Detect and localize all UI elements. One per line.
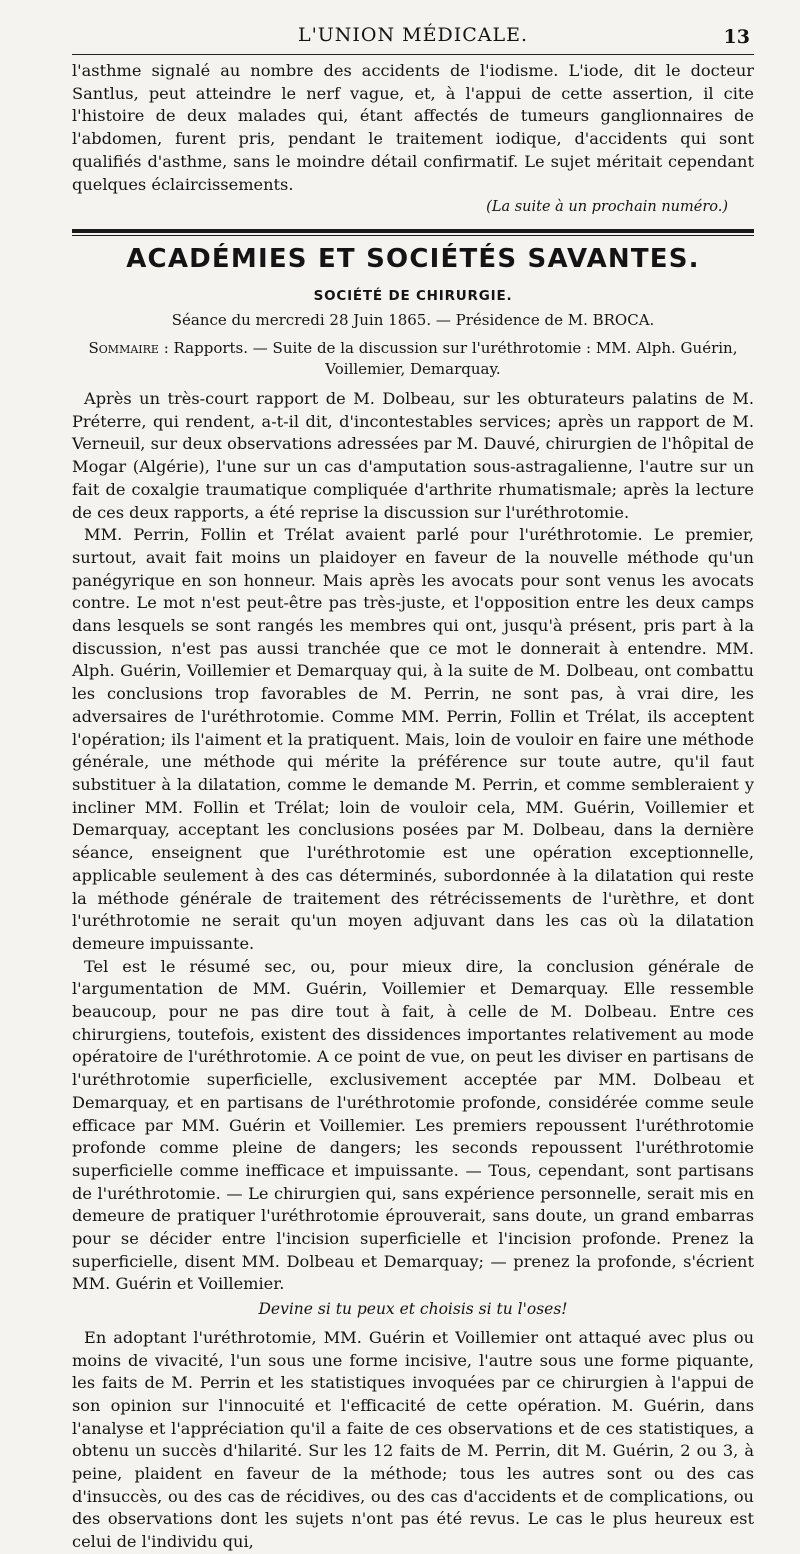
continuation-note: (La suite à un prochain numéro.) <box>486 199 728 216</box>
summary <box>72 338 754 380</box>
paragraph-2: MM. Perrin, Follin et Trélat avaient parlé pour l'uréthrotomie. Le premier, surtout, avait fait moins un plaidoyer en faveur de la nouvelle méthode qu'un panégyrique en son honneur. Mais après les avocats pour sont venus les avocats contre. Le mot n'est peut-être pas très-juste, et l'opposition entre les deux camps dans lesquels se sont rangés les membres qui ont, jusqu'à présent, pris part à la discussion, n'est pas aussi tranchée que ce mot le donnerait à entendre. MM. Alph. Guérin, Voillemier et Demarquay qui, à la suite de M. Dolbeau, ont combattu les conclusions trop favorables de M. Perrin, ne sont pas, à vrai dire, les adversaires de l'uréthrotomie. Comme MM. Perrin, Follin et Trélat, ils acceptent l'opération; ils l'aiment et la pratiquent. Mais, loin de vouloir en faire une méthode générale, une méthode qui mérite la préférence sur toute autre, qu'il faut substituer à la dilatation, comme le demande M. Perrin, et comme sembleraient y incliner MM. Follin et Trélat; loin de vouloir cela, MM. Guérin, Voillemier et Demarquay, acceptant les conclusions posées par M. Dolbeau, dans la dernière séance, enseignent que l'uréthrotomie est une opération exceptionnelle, applicable seulement à des cas déterminés, subordonnée à la dilatation qui reste la méthode générale de traitement des rétrécissements de l'urèthre, et dont l'uréthrotomie ne serait qu'un moyen adjuvant dans les cas où la dilatation demeure impuissante. <box>72 525 754 953</box>
final-paragraph: En adoptant l'uréthrotomie, MM. Guérin et Voillemier ont attaqué avec plus ou moins de vivacité, l'un sous une forme incisive, l'autre sous une forme piquante, les faits de M. Perrin et les statistiques invoquées par ce chirurgien à l'appui de son opinion sur l'innocuité et l'efficacité de cette opération. M. Guérin, dans l'analyse et l'appréciation qu'il a faite de ces observations et de ces statistiques, a obtenu un succès d'hilarité. Sur les 12 faits de M. Perrin, dit M. Guérin, 2 ou 3, à peine, plaident en faveur de la méthode; tous les autres sont ou des cas d'insuccès, ou des cas de récidives, ou des cas d'accidents et de complications, ou des observations dont les sujets n'ont pas été revus. Le cas le plus heureux est celui de l'individu qui, <box>72 1327 754 1552</box>
page-content <box>72 60 754 1554</box>
summary-label: Sommaire <box>88 339 159 358</box>
summary-text: : Rapports. — Suite de la discussion sur l'uréthrotomie : MM. Alph. Guérin, Voillemier, Demarquay. <box>158 339 738 379</box>
section-rule-thick <box>72 229 754 233</box>
section-title: ACADÉMIES ET SOCIÉTÉS SAVANTES. <box>126 243 700 274</box>
society-name: SOCIÉTÉ DE CHIRURGIE. <box>313 287 513 304</box>
section-rule-thin <box>72 235 754 236</box>
motto: Devine si tu peux et choisis si tu l'oses! <box>258 1300 568 1319</box>
session-line: Séance du mercredi 28 Juin 1865. — Présidence de M. BROCA. <box>171 311 655 330</box>
page-number: 13 <box>723 26 750 48</box>
running-title: L'UNION MÉDICALE. <box>297 24 529 46</box>
page-header <box>72 20 754 55</box>
intro-paragraph: l'asthme signalé au nombre des accidents de l'iodisme. L'iode, dit le docteur Santlus, peut atteindre le nerf vague, et, à l'appui de cette assertion, il cite l'histoire de deux malades qui, étant affectés de tumeurs ganglionnaires de l'abdomen, furent pris, pendant le traitement iodique, d'accidents qui sont qualifiés d'asthme, sans le moindre détail confirmatif. Le sujet méritait cependant quelques éclaircissements. <box>72 61 754 194</box>
paragraph-3: Tel est le résumé sec, ou, pour mieux dire, la conclusion générale de l'argumentation de MM. Guérin, Voillemier et Demarquay. Elle ressemble beaucoup, pour ne pas dire tout à fait, à celle de M. Dolbeau. Entre ces chirurgiens, toutefois, existent des dissidences importantes relativement au mode opératoire de l'uréthrotomie. A ce point de vue, on peut les diviser en partisans de l'uréthrotomie superficielle, exclusivement acceptée par MM. Dolbeau et Demarquay, et en partisans de l'uréthrotomie profonde, considérée comme seule efficace par MM. Guérin et Voillemier. Les premiers repoussent l'uréthrotomie profonde comme pleine de dangers; les seconds repoussent l'uréthrotomie superficielle comme inefficace et impuissante. — Tous, cependant, sont partisans de l'uréthrotomie. — Le chirurgien qui, sans expérience personnelle, serait mis en demeure de pratiquer l'uréthrotomie éprouverait, sans doute, un grand embarras pour se décider entre l'incision superficielle et l'incision profonde. Prenez la superficielle, disent MM. Dolbeau et Demarquay; — prenez la profonde, s'écrient MM. Guérin et Voillemier. <box>72 956 754 1294</box>
paragraph-1: Après un très-court rapport de M. Dolbeau, sur les obturateurs palatins de M. Préterre, qui rendent, a-t-il dit, d'incontestables services; après un rapport de M. Verneuil, sur deux observations adressées par M. Dauvé, chirurgien de l'hôpital de Mogar (Algérie), l'une sur un cas d'amputation sous-astragalienne, l'autre sur un fait de coxalgie traumatique compliquée d'arthrite rhumatismale; après la lecture de ces deux rapports, a été reprise la discussion sur l'uréthrotomie. <box>72 389 754 522</box>
